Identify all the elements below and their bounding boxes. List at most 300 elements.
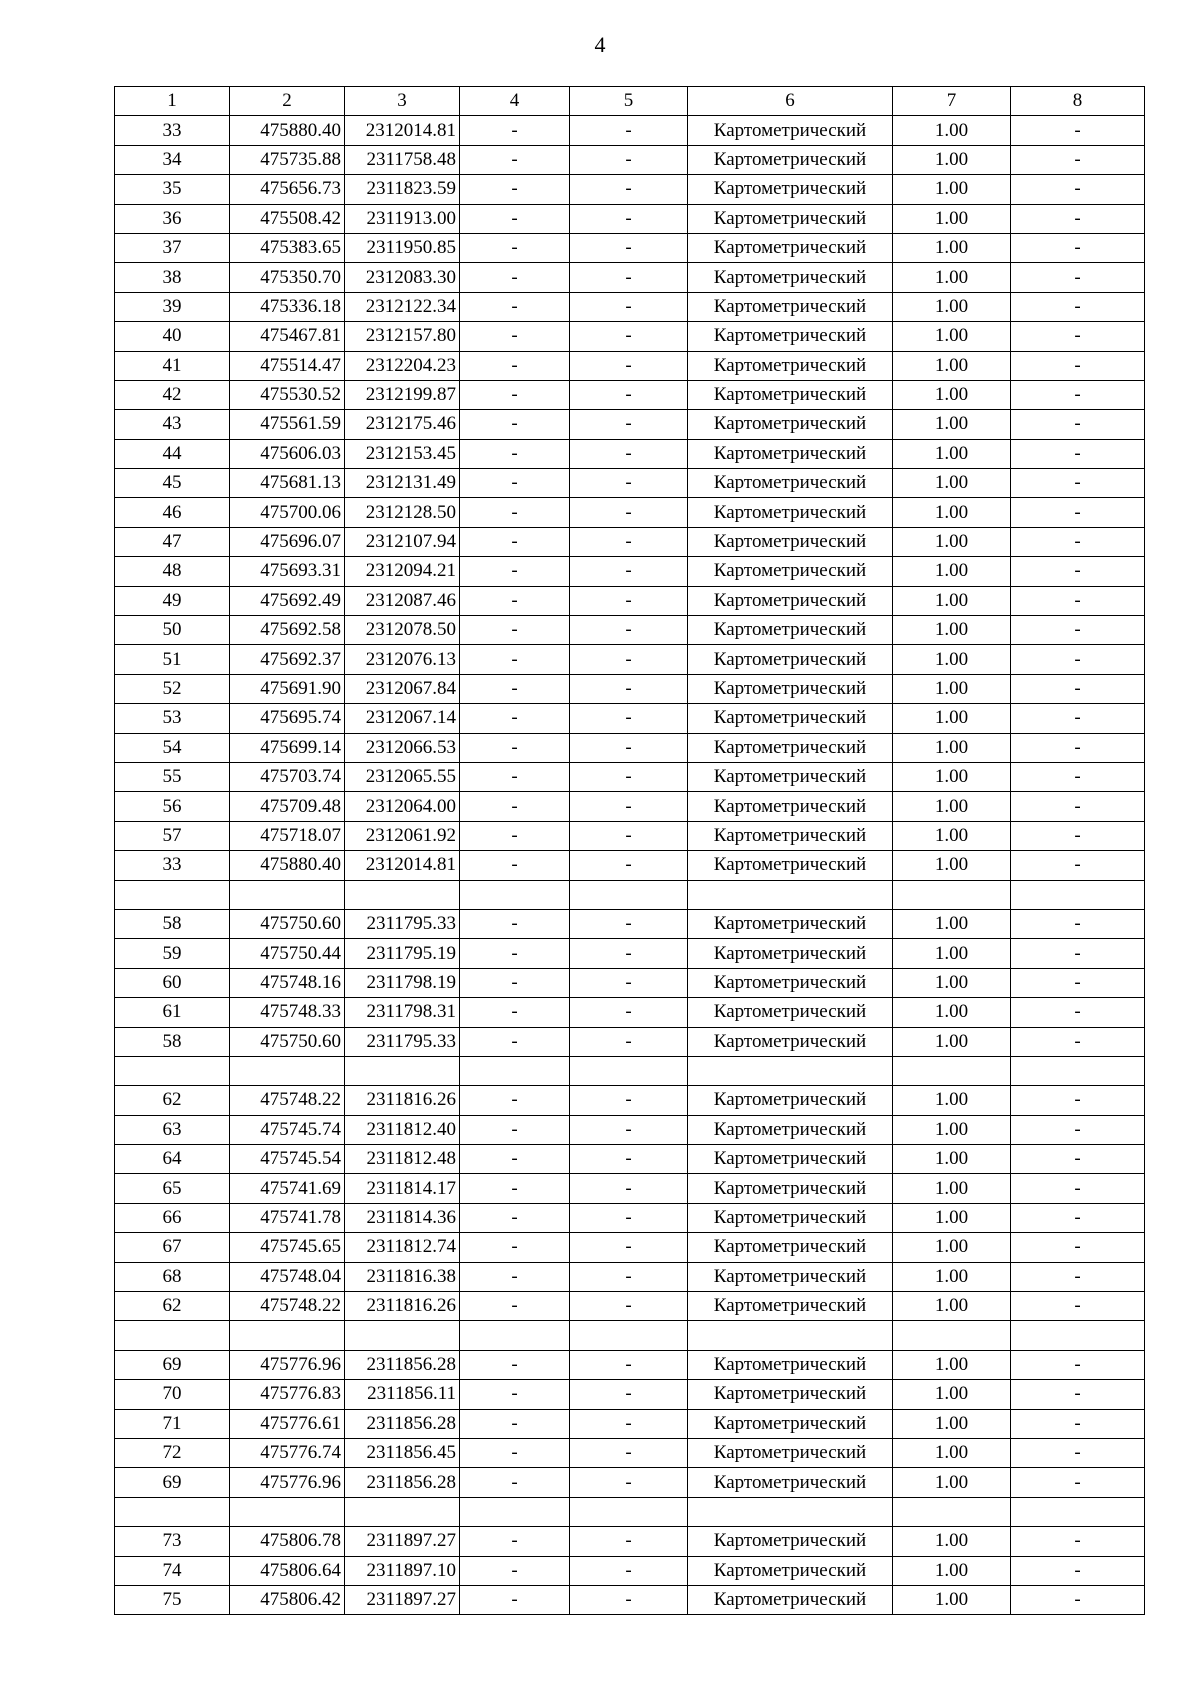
table-cell: 71 — [115, 1409, 230, 1438]
table-cell: - — [1011, 1350, 1145, 1379]
table-cell: - — [1011, 469, 1145, 498]
table-cell: 1.00 — [893, 851, 1011, 880]
table-cell: - — [1011, 322, 1145, 351]
table-row — [115, 145, 1145, 174]
table-cell: - — [460, 909, 570, 938]
table-cell: - — [570, 204, 688, 233]
table-cell: Картометрический — [688, 586, 893, 615]
table-cell: 2311795.19 — [345, 939, 460, 968]
table-cell: 475880.40 — [230, 116, 345, 145]
table-row — [115, 998, 1145, 1027]
table-cell: 1.00 — [893, 968, 1011, 997]
table-cell: 1.00 — [893, 1174, 1011, 1203]
table-cell: 1.00 — [893, 1468, 1011, 1497]
table-cell: 1.00 — [893, 175, 1011, 204]
table-cell: 2311897.27 — [345, 1527, 460, 1556]
table-cell: - — [460, 674, 570, 703]
table-cell: 1.00 — [893, 762, 1011, 791]
table-cell: 475467.81 — [230, 322, 345, 351]
table-cell: Картометрический — [688, 116, 893, 145]
table-cell: 475880.40 — [230, 851, 345, 880]
table-cell: - — [570, 145, 688, 174]
table-cell: - — [460, 645, 570, 674]
table-cell: Картометрический — [688, 1086, 893, 1115]
table-cell: 2312064.00 — [345, 792, 460, 821]
table-cell: 475692.58 — [230, 616, 345, 645]
empty-cell — [115, 1056, 230, 1085]
table-cell: 475735.88 — [230, 145, 345, 174]
table-cell: 51 — [115, 645, 230, 674]
table-cell: - — [570, 263, 688, 292]
table-cell: Картометрический — [688, 1027, 893, 1056]
table-cell: 475693.31 — [230, 557, 345, 586]
table-cell: 475336.18 — [230, 292, 345, 321]
table-cell: - — [570, 1380, 688, 1409]
table-cell: - — [570, 1203, 688, 1232]
table-cell: 73 — [115, 1527, 230, 1556]
empty-cell — [1011, 1056, 1145, 1085]
table-cell: 2311816.26 — [345, 1086, 460, 1115]
table-cell: 62 — [115, 1292, 230, 1321]
table-cell: 67 — [115, 1233, 230, 1262]
table-cell: - — [1011, 1203, 1145, 1232]
table-cell: - — [570, 1585, 688, 1614]
table-cell: Картометрический — [688, 1292, 893, 1321]
table-cell: - — [1011, 351, 1145, 380]
table-row — [115, 498, 1145, 527]
table-row — [115, 939, 1145, 968]
table-cell: 475530.52 — [230, 380, 345, 409]
table-cell: Картометрический — [688, 1556, 893, 1585]
table-body — [115, 87, 1145, 1615]
table-cell: Картометрический — [688, 380, 893, 409]
table-cell: 69 — [115, 1350, 230, 1379]
table-cell: - — [460, 439, 570, 468]
table-cell: - — [570, 1027, 688, 1056]
table-cell: Картометрический — [688, 204, 893, 233]
table-cell: - — [570, 616, 688, 645]
table-cell: - — [1011, 1115, 1145, 1144]
table-cell: Картометрический — [688, 939, 893, 968]
table-cell: Картометрический — [688, 322, 893, 351]
table-cell: 1.00 — [893, 1527, 1011, 1556]
table-cell: 1.00 — [893, 263, 1011, 292]
table-cell: - — [1011, 762, 1145, 791]
table-cell: 475696.07 — [230, 527, 345, 556]
table-cell: 33 — [115, 116, 230, 145]
table-cell: - — [460, 733, 570, 762]
table-row — [115, 233, 1145, 262]
page-number: 4 — [594, 32, 606, 57]
table-cell: 72 — [115, 1438, 230, 1467]
table-cell: - — [460, 1380, 570, 1409]
table-cell: 59 — [115, 939, 230, 968]
table-cell: - — [460, 762, 570, 791]
table-cell: - — [1011, 939, 1145, 968]
table-cell: - — [1011, 792, 1145, 821]
table-cell: 56 — [115, 792, 230, 821]
table-cell: 42 — [115, 380, 230, 409]
table-cell: - — [460, 1585, 570, 1614]
table-cell: 70 — [115, 1380, 230, 1409]
table-row — [115, 1468, 1145, 1497]
table-cell: 53 — [115, 704, 230, 733]
table-cell: 64 — [115, 1145, 230, 1174]
table-cell: 1.00 — [893, 1292, 1011, 1321]
empty-cell — [460, 1056, 570, 1085]
table-row — [115, 1350, 1145, 1379]
table-cell: 475806.78 — [230, 1527, 345, 1556]
table-row — [115, 1203, 1145, 1232]
table-cell: 2312065.55 — [345, 762, 460, 791]
table-cell: Картометрический — [688, 1350, 893, 1379]
table-cell: 1.00 — [893, 645, 1011, 674]
table-row — [115, 792, 1145, 821]
table-cell: - — [460, 557, 570, 586]
table-cell: 2312157.80 — [345, 322, 460, 351]
table-cell: 1.00 — [893, 1262, 1011, 1291]
table-cell: - — [1011, 292, 1145, 321]
table-cell: - — [570, 439, 688, 468]
table-cell: 475709.48 — [230, 792, 345, 821]
table-cell: - — [570, 557, 688, 586]
table-cell: 62 — [115, 1086, 230, 1115]
table-cell: - — [570, 322, 688, 351]
table-cell: - — [460, 939, 570, 968]
table-cell: 1.00 — [893, 674, 1011, 703]
table-row — [115, 380, 1145, 409]
table-cell: 74 — [115, 1556, 230, 1585]
table-cell: 475776.83 — [230, 1380, 345, 1409]
table-cell: 475383.65 — [230, 233, 345, 262]
table-row — [115, 557, 1145, 586]
table-row — [115, 439, 1145, 468]
header-cell: 6 — [688, 87, 893, 116]
table-cell: 69 — [115, 1468, 230, 1497]
table-cell: - — [460, 116, 570, 145]
table-cell: 1.00 — [893, 1203, 1011, 1232]
table-cell: - — [460, 1174, 570, 1203]
table-cell: - — [570, 1527, 688, 1556]
table-cell: 57 — [115, 821, 230, 850]
table-cell: 475561.59 — [230, 410, 345, 439]
table-cell: 1.00 — [893, 410, 1011, 439]
table-cell: 2312076.13 — [345, 645, 460, 674]
table-cell: 2312199.87 — [345, 380, 460, 409]
table-cell: 1.00 — [893, 380, 1011, 409]
table-cell: 475703.74 — [230, 762, 345, 791]
table-cell: - — [1011, 1556, 1145, 1585]
table-cell: 2311758.48 — [345, 145, 460, 174]
table-cell: - — [1011, 175, 1145, 204]
table-cell: - — [460, 1350, 570, 1379]
table-cell: 54 — [115, 733, 230, 762]
table-cell: 2311823.59 — [345, 175, 460, 204]
table-cell: - — [570, 1262, 688, 1291]
table-cell: Картометрический — [688, 821, 893, 850]
table-cell: - — [460, 145, 570, 174]
table-cell: - — [460, 498, 570, 527]
table-cell: 58 — [115, 1027, 230, 1056]
table-cell: - — [460, 1262, 570, 1291]
table-row — [115, 909, 1145, 938]
table-cell: 1.00 — [893, 322, 1011, 351]
table-cell: - — [1011, 586, 1145, 615]
table-row — [115, 616, 1145, 645]
table-cell: - — [1011, 674, 1145, 703]
table-cell: - — [570, 762, 688, 791]
table-cell: 41 — [115, 351, 230, 380]
empty-cell — [893, 1497, 1011, 1526]
table-cell: Картометрический — [688, 704, 893, 733]
table-cell: - — [1011, 1174, 1145, 1203]
table-cell: - — [570, 410, 688, 439]
table-cell: 75 — [115, 1585, 230, 1614]
empty-cell — [570, 1056, 688, 1085]
table-cell: - — [460, 1115, 570, 1144]
table-row — [115, 1438, 1145, 1467]
table-cell: - — [1011, 645, 1145, 674]
table-cell: - — [460, 1527, 570, 1556]
table-cell: 46 — [115, 498, 230, 527]
table-cell: 475748.22 — [230, 1086, 345, 1115]
table-cell: 1.00 — [893, 704, 1011, 733]
table-cell: Картометрический — [688, 1468, 893, 1497]
header-cell: 5 — [570, 87, 688, 116]
table-row — [115, 645, 1145, 674]
table-cell: 2311795.33 — [345, 1027, 460, 1056]
table-row — [115, 1233, 1145, 1262]
table-cell: 1.00 — [893, 1233, 1011, 1262]
table-row — [115, 116, 1145, 145]
table-cell: - — [570, 527, 688, 556]
table-cell: 2311814.36 — [345, 1203, 460, 1232]
table-cell: 45 — [115, 469, 230, 498]
table-cell: Картометрический — [688, 351, 893, 380]
empty-cell — [893, 1321, 1011, 1350]
table-cell: 1.00 — [893, 1409, 1011, 1438]
table-cell: 52 — [115, 674, 230, 703]
table-cell: 1.00 — [893, 498, 1011, 527]
table-cell: - — [460, 586, 570, 615]
table-cell: - — [570, 498, 688, 527]
table-cell: - — [570, 645, 688, 674]
table-cell: 475776.96 — [230, 1468, 345, 1497]
table-row — [115, 469, 1145, 498]
empty-cell — [688, 1497, 893, 1526]
table-cell: 1.00 — [893, 821, 1011, 850]
table-cell: 475695.74 — [230, 704, 345, 733]
table-cell: - — [460, 1556, 570, 1585]
table-row — [115, 204, 1145, 233]
table-cell: 1.00 — [893, 792, 1011, 821]
table-cell: 33 — [115, 851, 230, 880]
table-row — [115, 527, 1145, 556]
table-cell: - — [460, 1438, 570, 1467]
table-cell: 475508.42 — [230, 204, 345, 233]
table-cell: - — [1011, 704, 1145, 733]
table-cell: 2311856.45 — [345, 1438, 460, 1467]
table-cell: - — [570, 704, 688, 733]
table-cell: 1.00 — [893, 351, 1011, 380]
table-cell: 1.00 — [893, 145, 1011, 174]
table-cell: - — [570, 292, 688, 321]
table-cell: Картометрический — [688, 909, 893, 938]
table-cell: Картометрический — [688, 968, 893, 997]
table-cell: - — [460, 292, 570, 321]
table-cell: 2312078.50 — [345, 616, 460, 645]
table-cell: Картометрический — [688, 1262, 893, 1291]
table-cell: 48 — [115, 557, 230, 586]
empty-cell — [688, 1056, 893, 1085]
table-cell: 1.00 — [893, 586, 1011, 615]
table-cell: 2312128.50 — [345, 498, 460, 527]
table-cell: - — [460, 1086, 570, 1115]
table-row — [115, 1409, 1145, 1438]
table-cell: - — [1011, 733, 1145, 762]
table-cell: - — [1011, 145, 1145, 174]
table-cell: Картометрический — [688, 292, 893, 321]
empty-cell — [688, 1321, 893, 1350]
table-row — [115, 1115, 1145, 1144]
table-cell: - — [570, 674, 688, 703]
table-cell: - — [1011, 1409, 1145, 1438]
table-cell: 1.00 — [893, 1350, 1011, 1379]
table-cell: 2312014.81 — [345, 851, 460, 880]
table-row — [115, 762, 1145, 791]
table-cell: Картометрический — [688, 762, 893, 791]
empty-cell — [460, 1321, 570, 1350]
table-cell: - — [570, 792, 688, 821]
table-cell: 47 — [115, 527, 230, 556]
table-cell: 2311856.28 — [345, 1468, 460, 1497]
table-cell: - — [460, 527, 570, 556]
table-row — [115, 1292, 1145, 1321]
table-separator-row — [115, 1497, 1145, 1526]
empty-cell — [1011, 1497, 1145, 1526]
empty-cell — [570, 880, 688, 909]
table-cell: 2311856.28 — [345, 1409, 460, 1438]
table-cell: 2312131.49 — [345, 469, 460, 498]
table-row — [115, 175, 1145, 204]
empty-cell — [345, 1056, 460, 1085]
table-cell: - — [460, 322, 570, 351]
table-cell: - — [1011, 616, 1145, 645]
table-cell: 2311897.10 — [345, 1556, 460, 1585]
empty-cell — [230, 880, 345, 909]
header-cell: 7 — [893, 87, 1011, 116]
table-cell: - — [460, 263, 570, 292]
header-cell: 1 — [115, 87, 230, 116]
empty-cell — [460, 880, 570, 909]
table-row — [115, 674, 1145, 703]
table-cell: 475700.06 — [230, 498, 345, 527]
table-cell: 475681.13 — [230, 469, 345, 498]
table-separator-row — [115, 880, 1145, 909]
table-cell: 475750.60 — [230, 909, 345, 938]
table-cell: Картометрический — [688, 175, 893, 204]
table-cell: 63 — [115, 1115, 230, 1144]
table-cell: 475692.37 — [230, 645, 345, 674]
table-cell: 1.00 — [893, 204, 1011, 233]
table-cell: - — [460, 1468, 570, 1497]
table-cell: 2312204.23 — [345, 351, 460, 380]
table-cell: 475745.74 — [230, 1115, 345, 1144]
table-cell: 2311913.00 — [345, 204, 460, 233]
table-cell: Картометрический — [688, 557, 893, 586]
table-cell: 475699.14 — [230, 733, 345, 762]
table-row — [115, 322, 1145, 351]
header-cell: 3 — [345, 87, 460, 116]
table-cell: Картометрический — [688, 1233, 893, 1262]
table-cell: - — [570, 909, 688, 938]
table-cell: 1.00 — [893, 469, 1011, 498]
table-cell: - — [570, 380, 688, 409]
table-cell: Картометрический — [688, 1203, 893, 1232]
table-cell: - — [570, 1174, 688, 1203]
table-row — [115, 263, 1145, 292]
empty-cell — [570, 1497, 688, 1526]
table-cell: - — [460, 792, 570, 821]
table-cell: 2311798.19 — [345, 968, 460, 997]
table-separator-row — [115, 1056, 1145, 1085]
table-cell: 65 — [115, 1174, 230, 1203]
table-row — [115, 1086, 1145, 1115]
table-cell: - — [1011, 1380, 1145, 1409]
table-cell: - — [1011, 1527, 1145, 1556]
table-cell: - — [460, 851, 570, 880]
table-cell: 60 — [115, 968, 230, 997]
table-cell: Картометрический — [688, 1145, 893, 1174]
table-cell: - — [1011, 498, 1145, 527]
table-cell: 475776.74 — [230, 1438, 345, 1467]
table-cell: 36 — [115, 204, 230, 233]
table-cell: - — [570, 1233, 688, 1262]
table-cell: Картометрический — [688, 792, 893, 821]
empty-cell — [345, 1497, 460, 1526]
table-cell: 2311814.17 — [345, 1174, 460, 1203]
empty-cell — [345, 880, 460, 909]
table-cell: - — [570, 1438, 688, 1467]
table-cell: 475776.96 — [230, 1350, 345, 1379]
table-cell: 2312014.81 — [345, 116, 460, 145]
table-cell: - — [570, 1292, 688, 1321]
table-cell: - — [1011, 1086, 1145, 1115]
table-row — [115, 821, 1145, 850]
table-cell: 2312175.46 — [345, 410, 460, 439]
table-cell: - — [460, 998, 570, 1027]
table-cell: 38 — [115, 263, 230, 292]
table-cell: - — [1011, 263, 1145, 292]
table-cell: Картометрический — [688, 1409, 893, 1438]
table-cell: 1.00 — [893, 1027, 1011, 1056]
table-row — [115, 851, 1145, 880]
table-cell: 2311816.38 — [345, 1262, 460, 1291]
table-cell: - — [460, 616, 570, 645]
table-cell: - — [460, 821, 570, 850]
table-cell: - — [1011, 821, 1145, 850]
table-cell: 1.00 — [893, 733, 1011, 762]
table-row — [115, 1527, 1145, 1556]
table-row — [115, 410, 1145, 439]
table-cell: - — [1011, 1027, 1145, 1056]
table-cell: 2311812.74 — [345, 1233, 460, 1262]
empty-cell — [688, 880, 893, 909]
table-cell: 475748.22 — [230, 1292, 345, 1321]
table-row — [115, 1174, 1145, 1203]
table-cell: 475748.33 — [230, 998, 345, 1027]
table-row — [115, 1585, 1145, 1614]
